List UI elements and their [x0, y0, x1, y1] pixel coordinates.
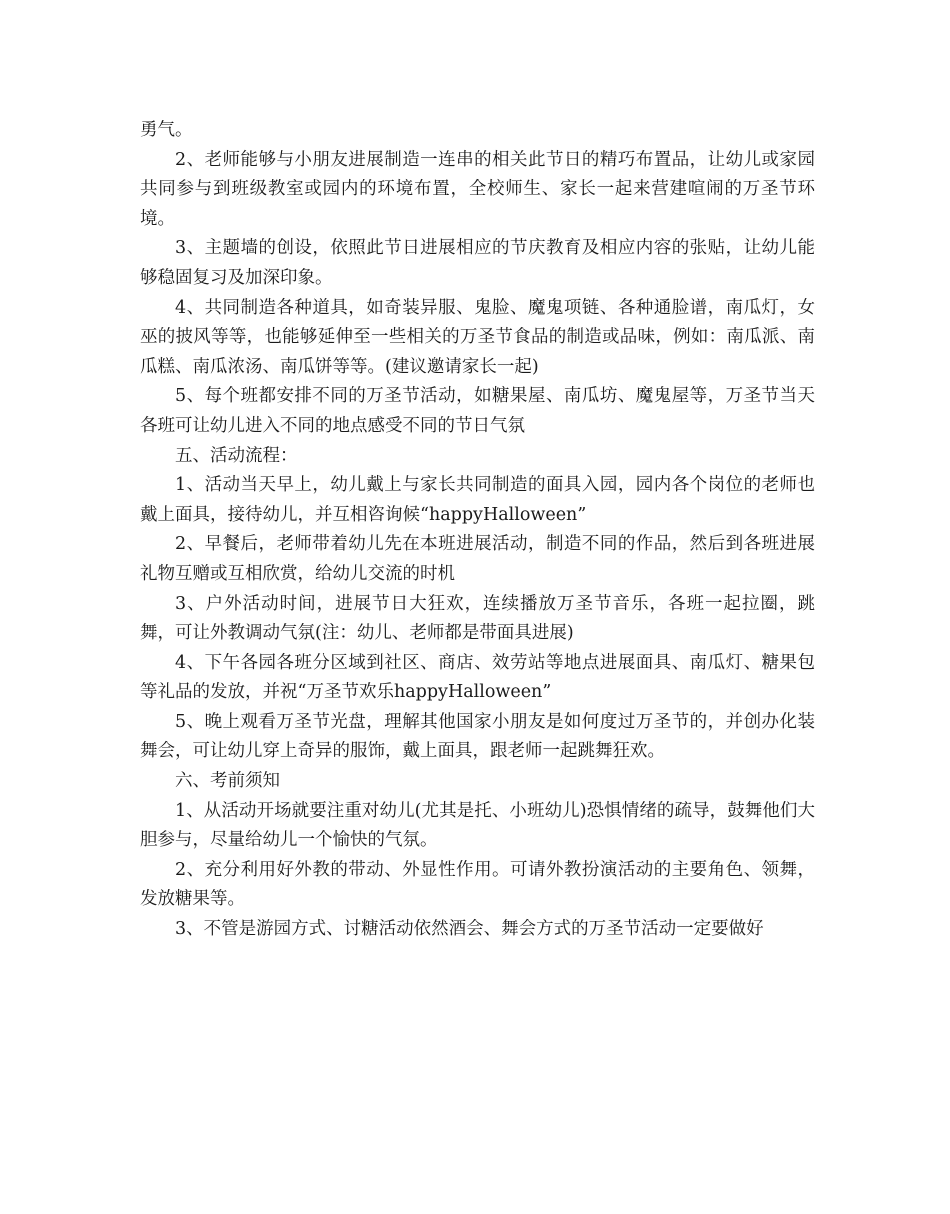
paragraph-10: 4、下午各园各班分区域到社区、商店、效劳站等地点进展面具、南瓜灯、糖果包等礼品的发放，并祝“万圣节欢乐happyHalloween” [140, 652, 815, 703]
paragraph-8: 2、早餐后，老师带着幼儿先在本班进展活动，制造不同的作品，然后到各班进展礼物互赠或互相欣赏，给幼儿交流的时机 [140, 534, 815, 584]
paragraph-1: 勇气。 [140, 120, 193, 140]
paragraph-7: 1、活动当天早上，幼儿戴上与家长共同制造的面具入园，园内各个岗位的老师也戴上面具，接待幼儿，并互相咨询候“happyHalloween” [140, 475, 815, 525]
paragraph-9: 3、户外活动时间，进展节日大狂欢，连续播放万圣节音乐，各班一起拉圈，跳舞，可让外教调动气氛(注：幼儿、老师都是带面具进展) [140, 593, 815, 644]
paragraph-4: 4、共同制造各种道具，如奇装异服、鬼脸、魔鬼项链、各种通脸谱，南瓜灯，女巫的披风等等，也能够延伸至一些相关的万圣节食品的制造或品味，例如：南瓜派、南瓜糕、南瓜浓汤、南瓜饼等等。(建议邀请家长一起) [140, 297, 815, 377]
paragraph-2: 2、老师能够与小朋友进展制造一连串的相关此节日的精巧布置品，让幼儿或家园共同参与到班级教室或园内的环境布置，全校师生、家长一起来营建喧闹的万圣节环境。 [140, 149, 815, 229]
paragraph-15: 3、不管是游园方式、讨糖活动依然酒会、舞会方式的万圣节活动一定要做好 [175, 919, 764, 940]
paragraph-6: 五、活动流程： [175, 445, 298, 466]
paragraph-3: 3、主题墙的创设，依照此节日进展相应的节庆教育及相应内容的张贴，让幼儿能够稳固复习及加深印象。 [140, 238, 815, 288]
paragraph-11: 5、晚上观看万圣节光盘，理解其他国家小朋友是如何度过万圣节的，并创办化装舞会，可让幼儿穿上奇异的服饰，戴上面具，跟老师一起跳舞狂欢。 [140, 711, 815, 762]
paragraph-5: 5、每个班都安排不同的万圣节活动，如糖果屋、南瓜坊、魔鬼屋等，万圣节当天各班可让幼儿进入不同的地点感受不同的节日气氛 [140, 386, 815, 436]
document-body [140, 116, 815, 945]
paragraph-13: 1、从活动开场就要注重对幼儿(尤其是托、小班幼儿)恐惧情绪的疏导，鼓舞他们大胆参与，尽量给幼儿一个愉快的气氛。 [140, 800, 815, 851]
paragraph-14: 2、充分利用好外教的带动、外显性作用。可请外教扮演活动的主要角色、领舞，发放糖果等。 [140, 859, 815, 910]
paragraph-12: 六、考前须知 [175, 771, 280, 792]
